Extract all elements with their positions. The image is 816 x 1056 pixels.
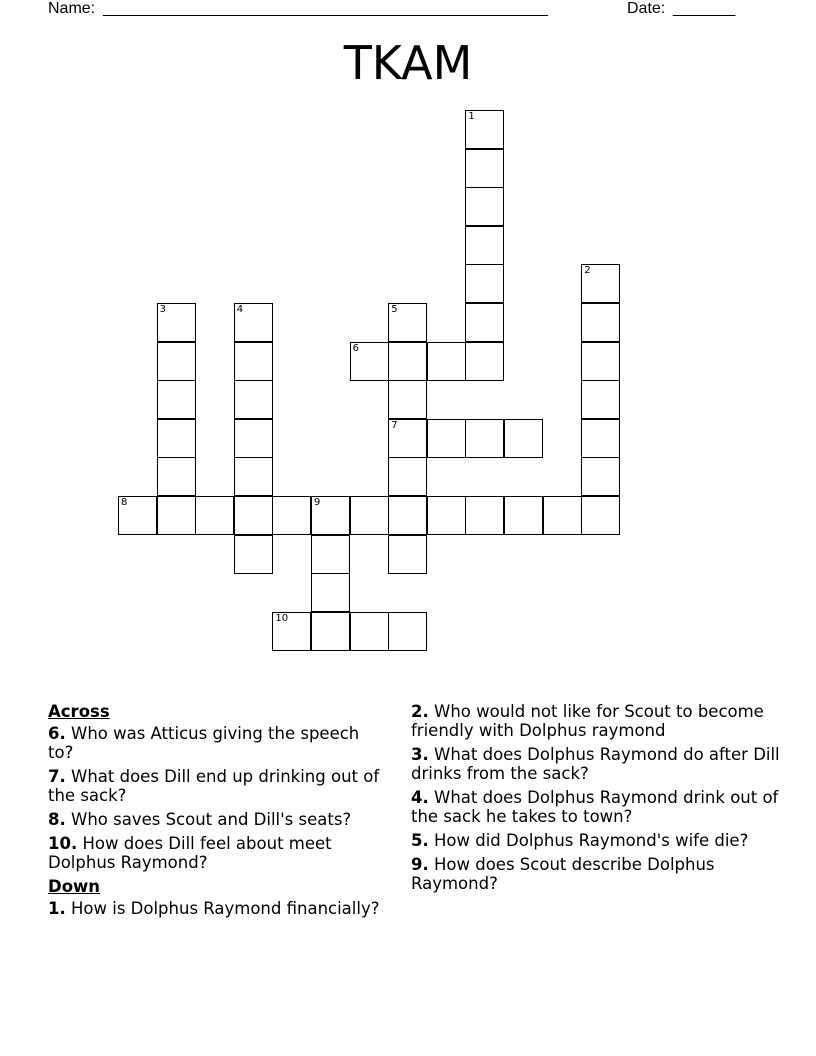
grid-cell[interactable] — [465, 226, 504, 265]
grid-cell[interactable] — [427, 419, 466, 458]
grid-cell[interactable] — [581, 342, 620, 381]
name-label: Name: — [48, 0, 96, 17]
grid-cell[interactable] — [234, 380, 273, 419]
cell-number: 3 — [159, 304, 166, 315]
grid-cell[interactable] — [388, 380, 427, 419]
grid-cell[interactable] — [234, 535, 273, 574]
grid-cell[interactable] — [465, 187, 504, 226]
down-heading: Down — [48, 877, 101, 896]
clues-left-column — [48, 702, 388, 923]
grid-cell[interactable] — [581, 303, 620, 342]
grid-cell[interactable] — [465, 496, 504, 535]
cell-number: 7 — [391, 419, 398, 431]
grid-cell[interactable] — [388, 496, 427, 535]
grid-cell[interactable] — [465, 303, 504, 342]
grid-cell[interactable] — [234, 457, 273, 496]
grid-cell[interactable] — [234, 303, 273, 342]
grid-cell[interactable] — [350, 496, 389, 535]
grid-cell[interactable] — [581, 419, 620, 458]
grid-cell[interactable] — [157, 419, 196, 458]
grid-cell[interactable] — [465, 342, 504, 381]
page-title: TKAM — [343, 36, 473, 90]
cell-number: 10 — [275, 612, 289, 624]
grid-cell[interactable] — [195, 496, 234, 535]
grid-cell[interactable] — [543, 496, 582, 535]
grid-cell[interactable] — [427, 342, 466, 381]
grid-cell[interactable] — [118, 496, 157, 535]
cell-number: 2 — [584, 265, 591, 277]
cell-number: 5 — [391, 304, 398, 315]
grid-cell[interactable] — [465, 419, 504, 458]
grid-cell[interactable] — [581, 380, 620, 419]
grid-cell[interactable] — [581, 457, 620, 496]
clue-down-1: 1. How is Dolphus Raymond financially? — [48, 899, 380, 918]
grid-cell[interactable] — [272, 496, 311, 535]
grid-cell[interactable] — [388, 535, 427, 574]
clue-down-2: 2. Who would not like for Scout to become friendly with Dolphus raymond — [411, 702, 764, 740]
cell-number: 6 — [352, 342, 359, 354]
cell-number: 9 — [314, 497, 321, 508]
name-field[interactable]: __________________________________________________ — [103, 0, 548, 17]
grid-cell[interactable] — [388, 342, 427, 381]
across-heading: Across — [48, 702, 110, 721]
grid-cell[interactable] — [350, 612, 389, 651]
grid-cell[interactable] — [504, 496, 543, 535]
clue-down-5: 5. How did Dolphus Raymond's wife die? — [411, 831, 749, 850]
grid-cell[interactable] — [388, 457, 427, 496]
grid-cell[interactable] — [350, 342, 389, 381]
grid-cell[interactable] — [311, 535, 350, 574]
grid-cell[interactable] — [465, 149, 504, 188]
grid-cell[interactable] — [157, 380, 196, 419]
grid-cell[interactable] — [465, 264, 504, 303]
grid-cell[interactable] — [157, 342, 196, 381]
grid-cell[interactable] — [311, 612, 350, 651]
grid-cell[interactable] — [157, 457, 196, 496]
cell-number: 1 — [468, 111, 475, 122]
cell-number: 8 — [121, 497, 128, 508]
cell-number: 4 — [236, 304, 244, 315]
grid-cell[interactable] — [157, 496, 196, 535]
clue-across-10: 10. How does Dill feel about meet Dolphus Raymond? — [48, 834, 332, 872]
grid-cell[interactable] — [504, 419, 543, 458]
clue-down-4: 4. What does Dolphus Raymond drink out of the sack he takes to town? — [411, 788, 779, 826]
grid-cell[interactable] — [388, 303, 427, 342]
grid-cell[interactable] — [272, 612, 311, 651]
grid-cell[interactable] — [157, 303, 196, 342]
clue-down-9: 9. How does Scout describe Dolphus Raymond? — [411, 855, 715, 893]
clue-down-3: 3. What does Dolphus Raymond do after Dill drinks from the sack? — [411, 745, 780, 783]
grid-cell[interactable] — [427, 496, 466, 535]
grid-cell[interactable] — [234, 419, 273, 458]
clue-across-6: 6. Who was Atticus giving the speech to? — [48, 724, 360, 762]
clue-across-7: 7. What does Dill end up drinking out of the sack? — [48, 767, 380, 805]
clues-right-column — [411, 702, 781, 898]
grid-cell[interactable] — [388, 612, 427, 651]
date-field[interactable]: _______ — [673, 0, 736, 17]
grid-cell[interactable] — [311, 573, 350, 612]
grid-cell[interactable] — [581, 264, 620, 303]
clue-across-8: 8. Who saves Scout and Dill's seats? — [48, 810, 352, 829]
grid-cell[interactable] — [465, 110, 504, 149]
grid-cell[interactable] — [388, 419, 427, 458]
grid-cell[interactable] — [311, 496, 350, 535]
grid-cell[interactable] — [234, 496, 273, 535]
grid-cell[interactable] — [234, 342, 273, 381]
date-label: Date: — [627, 0, 666, 17]
grid-cell[interactable] — [581, 496, 620, 535]
